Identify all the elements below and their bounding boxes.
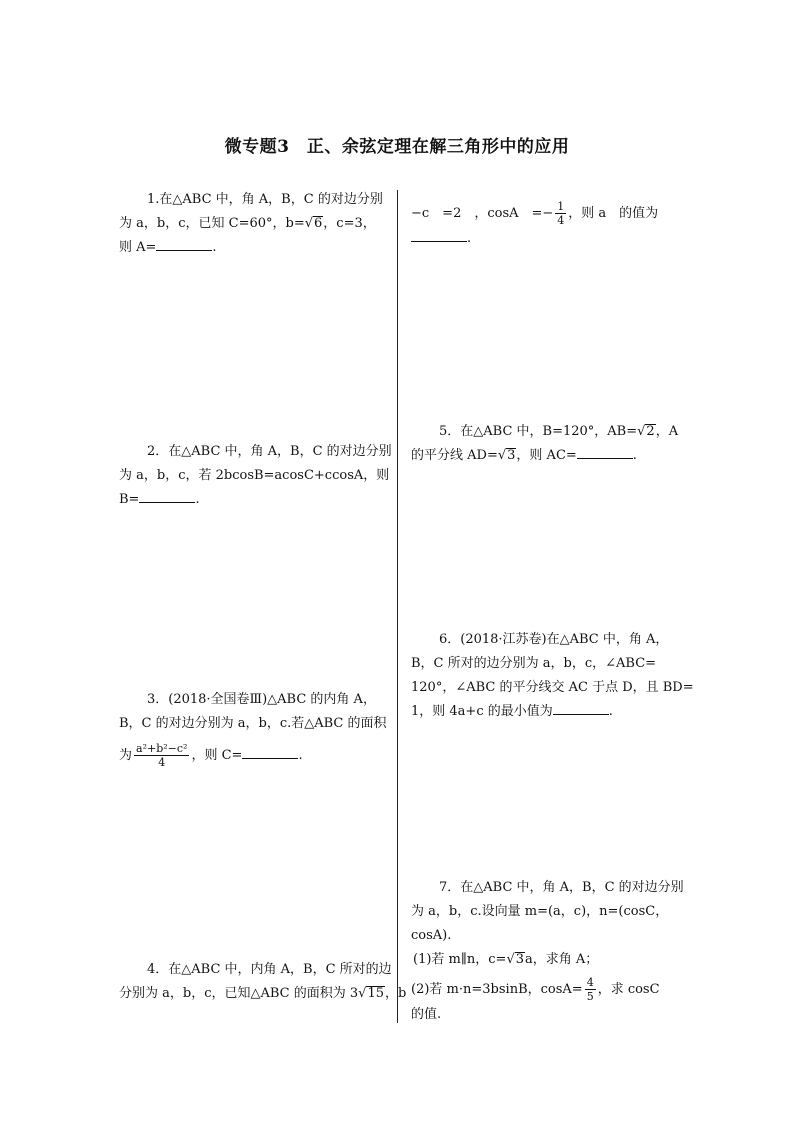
fraction: $\frac{1}{4}$ <box>557 200 565 227</box>
sqrt-symbol: √15 <box>358 986 384 1001</box>
problem-4-cont-line-2: . <box>411 227 658 251</box>
problem-3-line-3: 为 $\frac{\text{a²+b²−c²}}{4}$ ，则 C= . <box>119 742 303 769</box>
problem-1-line-2: 为 a，b，c，已知 C=60°，b=√6，c=3， <box>119 212 383 236</box>
problem-2-line-2: 为 a，b，c，若 2bcosB=acosC+ccosA，则 <box>119 468 390 483</box>
fraction: $\frac{4}{5}$ <box>586 976 594 1003</box>
problem-5-line-2: 的平分线 AD=√3，则 AC= . <box>411 444 678 468</box>
answer-blank[interactable] <box>411 227 467 242</box>
fraction: $\frac{\text{a²+b²−c²}}{4}$ <box>136 742 188 769</box>
page-title: 微专题3 正、余弦定理在解三角形中的应用 <box>224 137 570 157</box>
problem-6-line-1: 6．(2018·江苏卷)在△ABC 中，角 A， <box>439 632 669 647</box>
problem-3-line-1: 3．(2018·全国卷Ⅲ)△ABC 的内角 A， <box>147 692 376 707</box>
problem-4-line-1: 4．在△ABC 中，内角 A，B，C 所对的边 <box>147 962 392 977</box>
problem-3-line-2: B，C 的对边分别为 a，b，c.若△ABC 的面积 <box>119 716 387 731</box>
answer-blank[interactable] <box>242 744 298 759</box>
problem-2-line-3: B= . <box>119 488 392 512</box>
problem-7 <box>411 876 684 1027</box>
problem-6-line-2: B，C 所对的边分别为 a，b，c，∠ABC= <box>411 656 657 671</box>
answer-blank[interactable] <box>139 488 195 503</box>
problem-6-line-3: 120°，∠ABC 的平分线交 AC 于点 D，且 BD= <box>411 680 694 695</box>
problem-7-line-2: 为 a，b，c.设向量 m=(a，c)，n=(cosC， <box>411 904 669 919</box>
sqrt-symbol: √6 <box>304 216 323 231</box>
answer-blank[interactable] <box>156 236 212 251</box>
problem-7-question-1: (1)若 m∥n，c=√3a，求角 A； <box>411 948 684 972</box>
problem-7-line-3: cosA). <box>411 928 452 943</box>
sqrt-symbol: √3 <box>506 952 525 967</box>
problem-2 <box>119 440 392 512</box>
problem-4-continued <box>411 200 658 251</box>
problem-1-line-1: 1.在△ABC 中，角 A，B，C 的对边分别 <box>147 192 383 207</box>
problem-7-question-2-line-2: 的值. <box>411 1007 442 1022</box>
problem-3 <box>119 688 387 769</box>
problem-6-line-4: 1，则 4a+c 的最小值为 . <box>411 700 694 724</box>
problem-1 <box>119 188 383 260</box>
problem-5-line-1: 5．在△ABC 中，B=120°，AB=√2，A <box>411 420 678 444</box>
sqrt-symbol: √3 <box>497 448 516 463</box>
problem-5 <box>411 420 678 468</box>
answer-blank[interactable] <box>577 444 633 459</box>
problem-7-question-2: (2)若 m·n=3bsinB，cosA= $\frac{4}{5}$ ，求 cosC <box>411 976 660 1003</box>
problem-1-line-3: 则 A= . <box>119 236 383 260</box>
sqrt-symbol: √2 <box>637 424 655 439</box>
problem-4 <box>119 958 406 1006</box>
problem-4-line-2: 分别为 a，b，c，已知△ABC 的面积为 3√15，b <box>119 982 406 1006</box>
problem-7-line-1: 7．在△ABC 中，角 A，B，C 的对边分别 <box>439 880 684 895</box>
problem-4-cont-line-1: −c =2 ，cosA =− $\frac{1}{4}$ ，则 a 的值为 <box>411 200 659 227</box>
problem-6 <box>411 628 694 724</box>
column-divider <box>397 190 398 1023</box>
answer-blank[interactable] <box>553 700 609 715</box>
problem-2-line-1: 2．在△ABC 中，角 A，B，C 的对边分别 <box>147 444 392 459</box>
